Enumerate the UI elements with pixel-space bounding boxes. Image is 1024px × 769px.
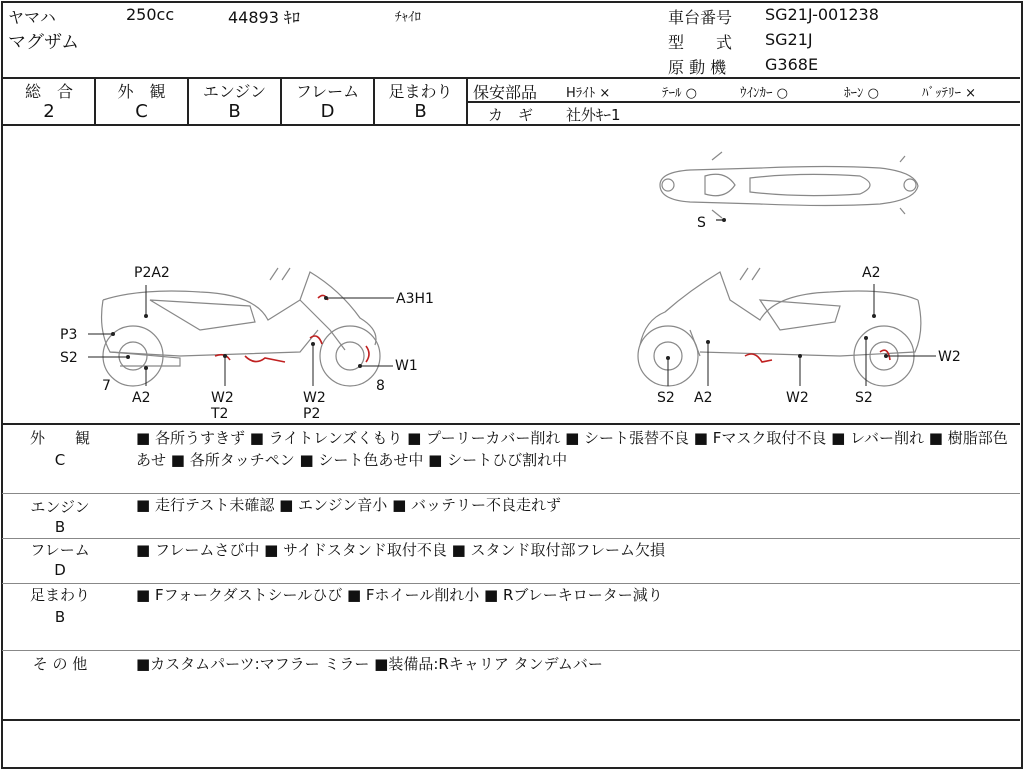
safety-item-name: ﾎｰﾝ [844,86,864,101]
section-suspension [2,584,1022,650]
rule [468,101,1020,103]
exterior-grade: C [135,101,148,122]
diagram-label: P3 [60,327,78,343]
diagram-label: P2 [303,406,321,422]
safety-label: 保安部品 [473,83,538,102]
frame-no-label: 車台番号 [668,8,733,27]
suspension-label: 足まわり [388,82,453,101]
diagram-label: S2 [657,390,675,406]
diagram-label: A2 [862,265,881,281]
safety-item-name: ﾊﾞｯﾃﾘｰ [922,86,961,101]
section-grade: D [54,561,66,579]
section-label: フレーム [30,541,90,559]
frame-label: フレーム [295,82,360,101]
model-code-label: 型 式 [668,33,733,52]
section-engine [2,494,1022,538]
safety-item-mark: ○ [685,86,697,101]
damage-diagram [0,126,1024,422]
diagram-label: P2A2 [134,265,170,281]
safety-item-name: ﾃｰﾙ [662,86,682,101]
section-grade: B [54,518,66,536]
safety-horn [844,82,879,101]
safety-headlight [566,82,610,101]
rule [466,77,468,126]
diagram-label: W2 [303,390,326,406]
section-label: 外 観 [29,429,90,447]
section-text: ■カスタムパーツ:マフラー ミラー ■装備品:Rキャリア タンデムバー [136,655,603,673]
section-label: 足まわり [29,586,90,604]
overall-label: 総 合 [24,82,73,101]
section-text: ■ 各所うすきず ■ ライトレンズくもり ■ プーリーカバー削れ ■ シート張替不良 ■ Fマスク取付不良 ■ レバー削れ ■ 樹脂部色あせ ■ 各所タッチペン ■ シート色あせ中 ■ シートひび割れ中 [136,429,1008,469]
model-name: マグザム [8,32,80,53]
section-other [2,651,1022,719]
section-text: ■ フレームさび中 ■ サイドスタンド取付不良 ■ スタンド取付部フレーム欠損 [136,541,665,559]
engine-code-label: 原 動 機 [668,58,727,77]
section-label: エンジン [30,498,90,516]
engine-cc: 250cc [126,5,175,24]
key-label: カ ギ [488,106,534,124]
key-value: 社外ｷｰ1 [566,106,621,124]
overall-grade: 2 [43,101,55,122]
model-code: SG21J [765,30,813,49]
safety-item-mark: × [599,86,611,101]
diagram-label: S2 [60,350,78,366]
color: ﾁｬｲﾛ [395,10,421,25]
engine-grade: B [228,101,241,122]
diagram-label: T2 [211,406,229,422]
suspension-grade: B [414,101,427,122]
diagram-label: W2 [211,390,234,406]
diagram-label: 7 [102,378,111,394]
scooter-left-view [102,268,380,386]
diagram-label: W2 [786,390,809,406]
mileage: 44893 ｷﾛ [228,8,300,27]
section-grade: B [54,608,66,626]
safety-item-mark: ○ [867,86,879,101]
frame-grade: D [320,101,335,122]
engine-code: G368E [765,55,819,74]
rule [2,719,1020,721]
engine-label: エンジン [202,82,267,101]
scooter-right-view [638,268,921,386]
frame-no: SG21J-001238 [765,5,879,24]
section-text: ■ Fフォークダストシールひび ■ Fホイール削れ小 ■ Rブレーキローター減り [136,586,663,604]
safety-battery [922,82,976,101]
diagram-label: A2 [694,390,713,406]
section-frame [2,539,1022,583]
diagram-label: W2 [938,349,961,365]
safety-item-name: Hﾗｲﾄ [566,86,596,101]
section-label: そ の 他 [32,655,88,673]
diagram-label: S2 [855,390,873,406]
diagram-label: 8 [376,378,385,394]
scooter-top-view [660,152,918,218]
section-text: ■ 走行テスト未確認 ■ エンジン音小 ■ バッテリー不良走れず [136,496,562,514]
diagram-label: A2 [132,390,151,406]
safety-item-mark: ○ [776,86,788,101]
safety-winker [740,82,788,101]
safety-tail [662,82,697,101]
section-grade: C [54,451,66,469]
safety-item-mark: × [965,86,977,101]
exterior-label: 外 観 [117,82,166,101]
diagram-label: S [697,215,706,231]
maker: ヤマハ [8,8,56,27]
diagram-label: A3H1 [396,291,434,307]
section-exterior [2,425,1022,493]
safety-item-name: ｳｲﾝｶｰ [740,86,773,101]
diagram-label: W1 [395,358,418,374]
